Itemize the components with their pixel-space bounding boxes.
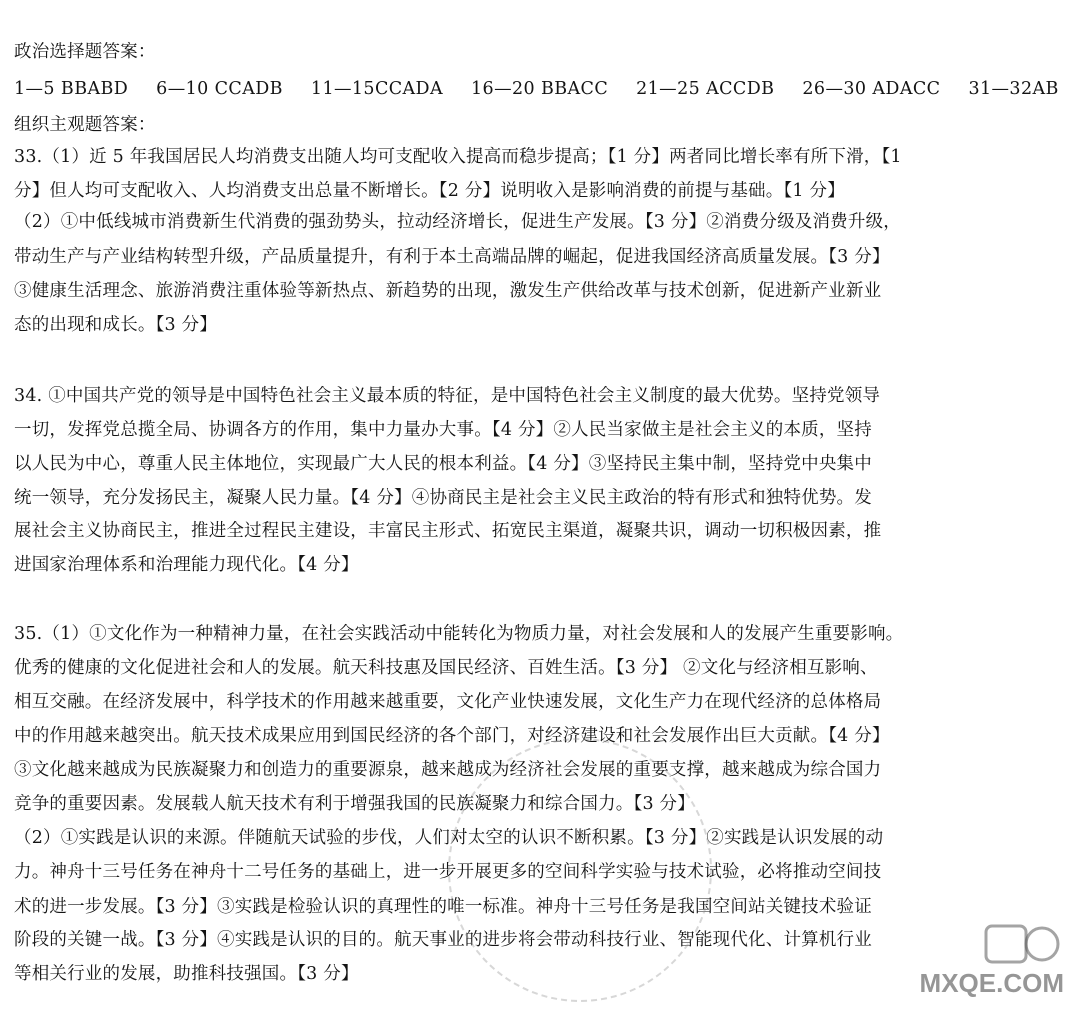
q33-line-6: 态的出现和成长。【3 分】: [14, 315, 218, 335]
choice-answer-26-30: 26—30 ADACC: [802, 79, 941, 99]
choice-answer-16-20: 16—20 BBACC: [471, 79, 609, 99]
choice-answer-21-25: 21—25 ACCDB: [636, 79, 775, 99]
choice-answer-11-15: 11—15CCADA: [310, 79, 444, 99]
q34-line-4: 统一领导，充分发扬民主，凝聚人民力量。【4 分】④协商民主是社会主义民主政治的特有形式和独特优势。发: [14, 488, 872, 508]
q35-line-6: 竞争的重要因素。发展载人航天技术有利于增强我国的民族凝聚力和综合国力。【3 分】: [14, 794, 695, 814]
q34-line-1: 34. ①中国共产党的领导是中国特色社会主义最本质的特征，是中国特色社会主义制度的最大优势。坚持党领导: [14, 386, 881, 406]
q35-line-7: （2）①实践是认识的来源。伴随航天试验的步伐，人们对太空的认识不断积累。【3 分】②实践是认识发展的动: [14, 828, 884, 848]
q35-line-3: 相互交融。在经济发展中，科学技术的作用越来越重要，文化产业快速发展，文化生产力在现代经济的总体格局: [14, 692, 882, 712]
subjective-heading: 组织主观题答案：: [14, 115, 156, 135]
choice-answer-31-32: 31—32AB: [968, 79, 1059, 99]
q33-line-2: 分】但人均可支配收入、人均消费支出总量不断增长。【2 分】说明收入是影响消费的前提与基础。【1 分】: [14, 181, 845, 201]
q34-line-6: 进国家治理体系和治理能力现代化。【4 分】: [14, 555, 359, 575]
q34-line-2: 一切，发挥党总揽全局、协调各方的作用，集中力量办大事。【4 分】②人民当家做主是社会主义的本质，坚持: [14, 420, 872, 440]
choice-answer-1-5: 1—5 BBABD: [14, 79, 129, 99]
choice-answer-row: [14, 77, 1070, 101]
q35-line-2: 优秀的健康的文化促进社会和人的发展。航天科技惠及国民经济、百姓生活。【3 分】 ②文化与经济相互影响、: [14, 658, 878, 678]
q33-line-1: 33.（1）近 5 年我国居民人均消费支出随人均可支配收入提高而稳步提高；【1 分】两者同比增长率有所下滑，【1: [14, 147, 902, 167]
choice-answer-6-10: 6—10 CCADB: [156, 79, 283, 99]
q34-line-3: 以人民为中心，尊重人民主体地位，实现最广大人民的根本利益。【4 分】③坚持民主集中制，坚持党中央集中: [14, 454, 872, 474]
site-logo-text: MXQE.COM: [919, 968, 1064, 998]
choice-heading: 政治选择题答案：: [14, 42, 156, 62]
q33-line-3: （2）①中低线城市消费新生代消费的强劲势头，拉动经济增长，促进生产发展。【3 分】②消费分级及消费升级，: [14, 212, 901, 232]
q35-line-1: 35.（1）①文化作为一种精神力量，在社会实践活动中能转化为物质力量，对社会发展和人的发展产生重要影响。: [14, 624, 904, 644]
q33-line-4: 带动生产与产业结构转型升级，产品质量提升，有利于本土高端品牌的崛起，促进我国经济高质量发展。【3 分】: [14, 247, 890, 267]
q35-line-4: 中的作用越来越突出。航天技术成果应用到国民经济的各个部门，对经济建设和社会发展作出巨大贡献。【4 分】: [14, 726, 890, 746]
q33-line-5: ③健康生活理念、旅游消费注重体验等新热点、新趋势的出现，激发生产供给改革与技术创新，促进新产业新业: [14, 281, 882, 301]
q35-line-9: 术的进一步发展。【3 分】③实践是检验认识的真理性的唯一标准。神舟十三号任务是我国空间站关键技术验证: [14, 897, 872, 917]
q35-line-8: 力。神舟十三号任务在神舟十二号任务的基础上，进一步开展更多的空间科学实验与技术试验，必将推动空间技: [14, 862, 882, 882]
q35-line-5: ③文化越来越成为民族凝聚力和创造力的重要源泉，越来越成为经济社会发展的重要支撑，越来越成为综合国力: [14, 760, 882, 780]
q35-line-10: 阶段的关键一战。【3 分】④实践是认识的目的。航天事业的进步将会带动科技行业、智能现代化、计算机行业: [14, 930, 872, 950]
q34-line-5: 展社会主义协商民主，推进全过程民主建设，丰富民主形式、拓宽民主渠道，凝聚共识，调动一切积极因素，推: [14, 521, 882, 541]
q35-line-11: 等相关行业的发展，助推科技强国。【3 分】: [14, 964, 359, 984]
